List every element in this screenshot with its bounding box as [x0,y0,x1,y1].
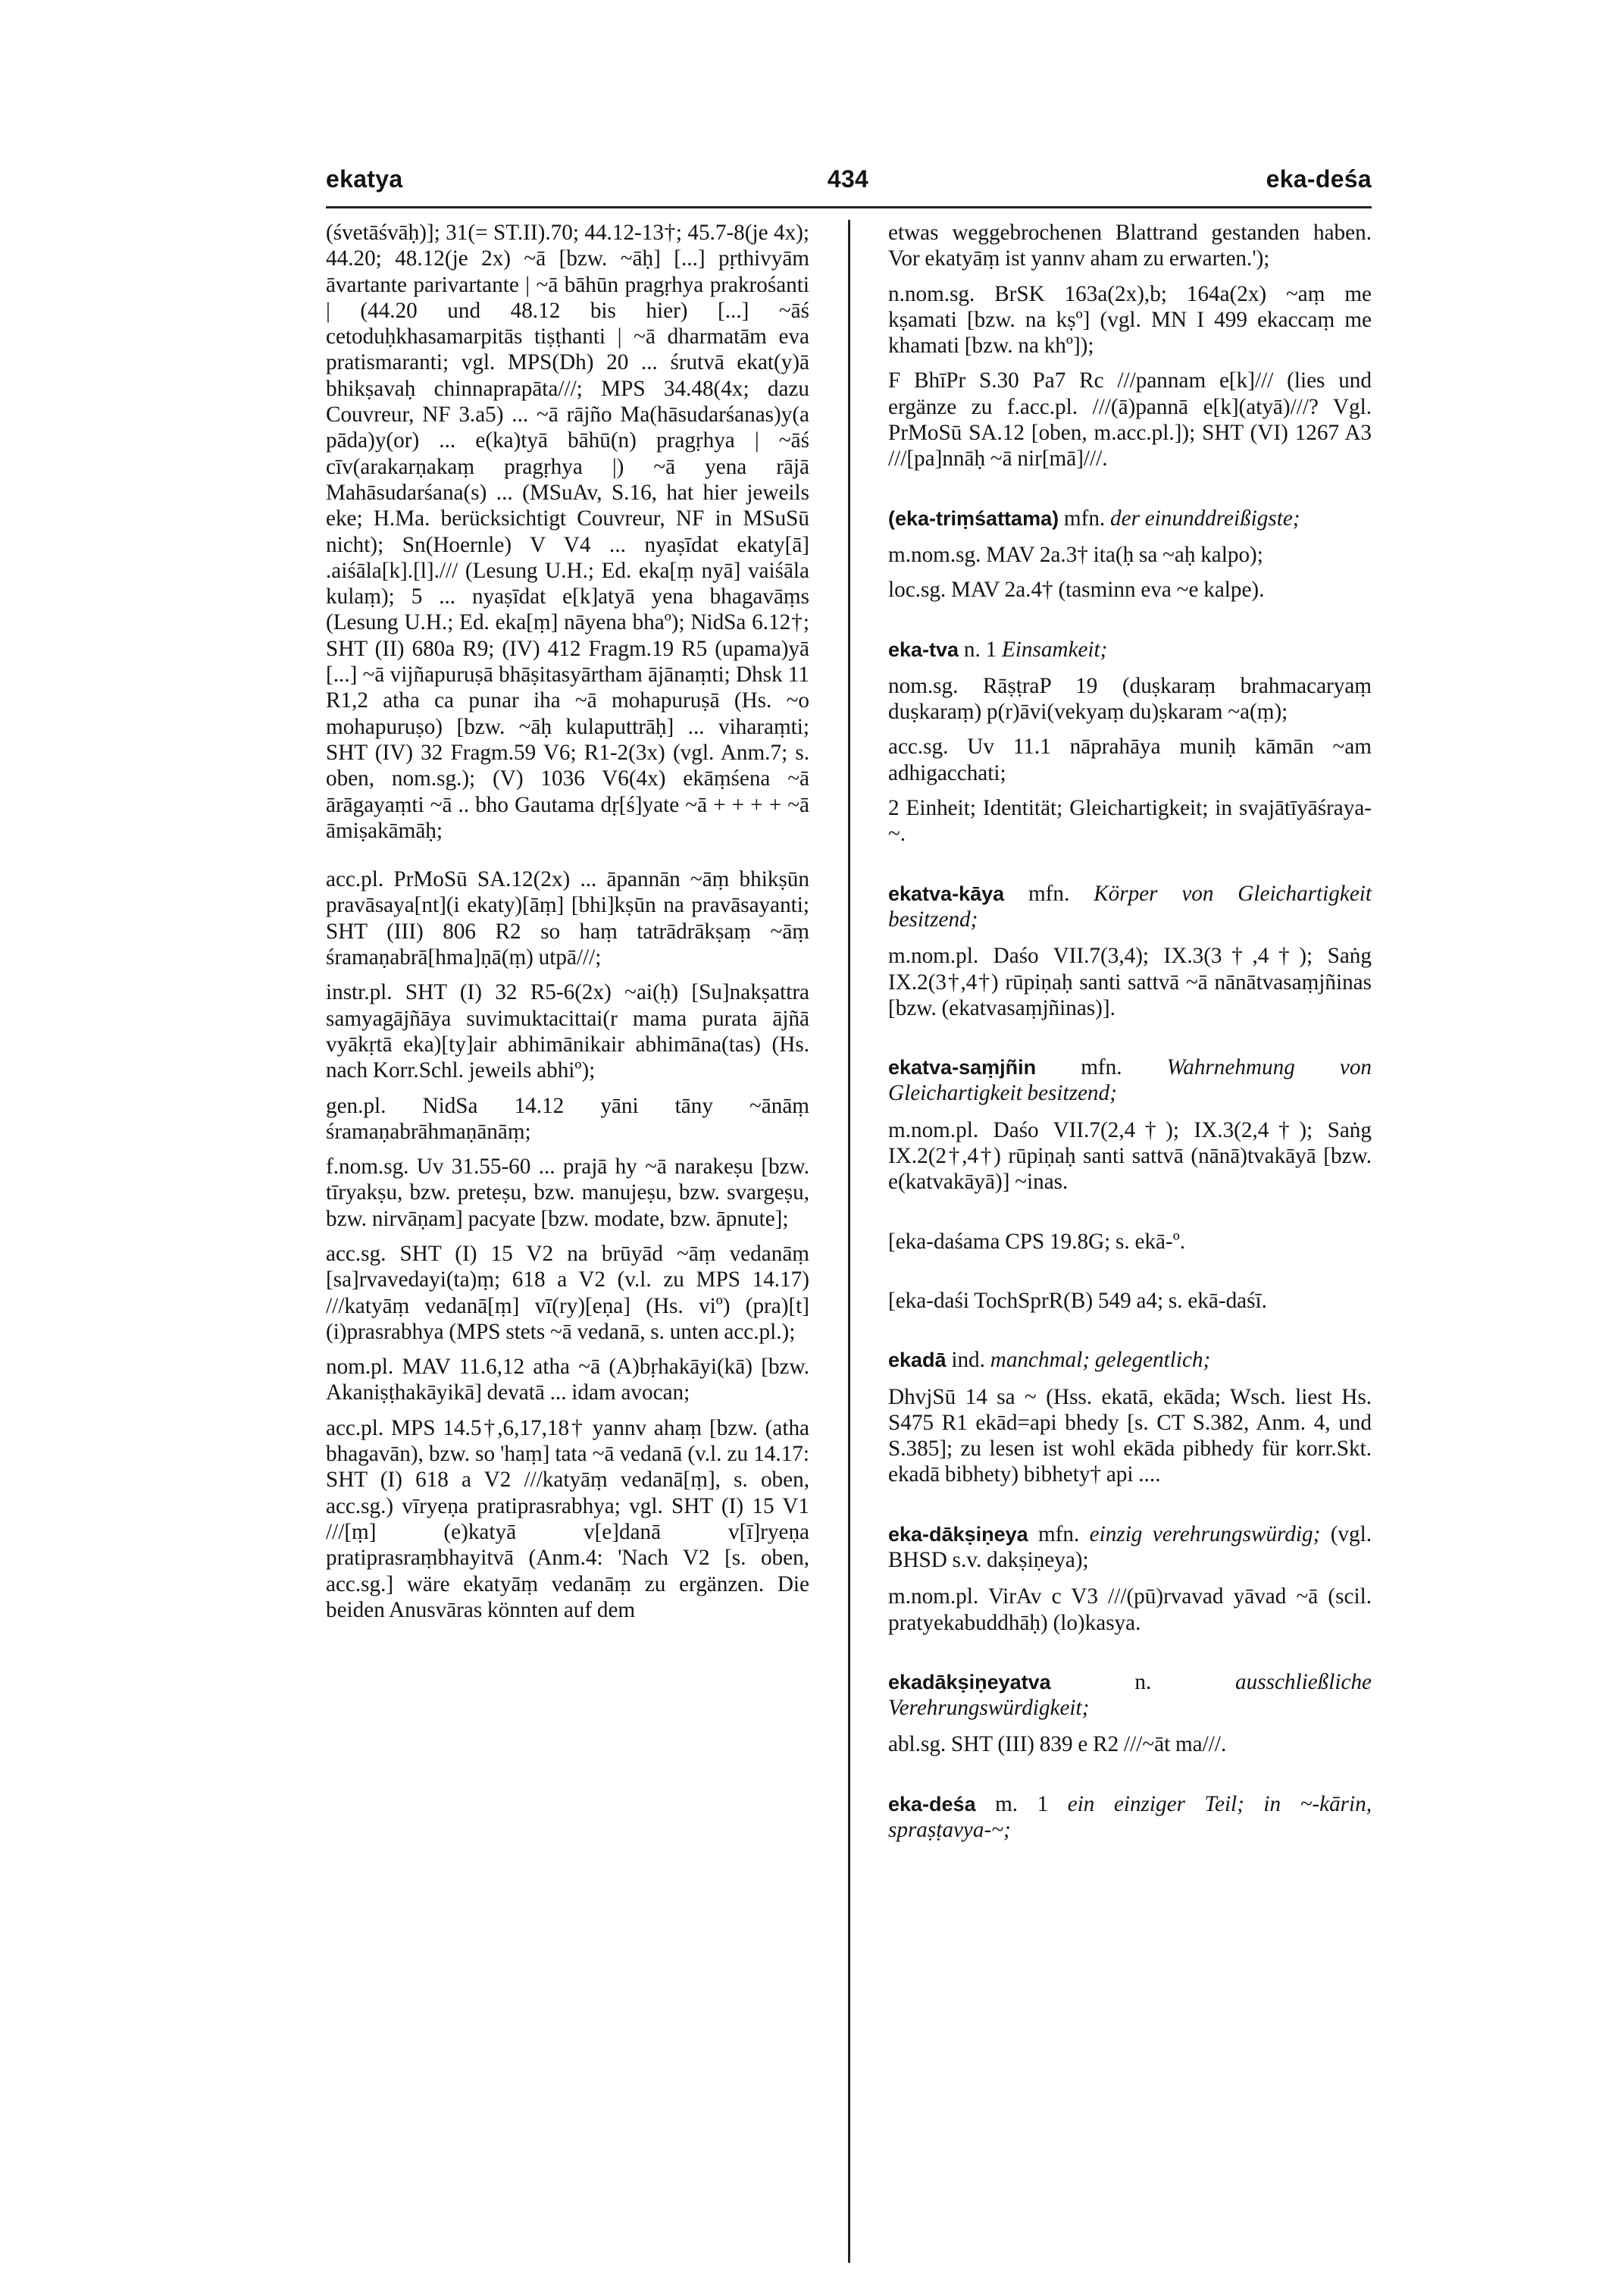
running-head-left: ekatya [326,165,403,193]
left-para-6: acc.sg. SHT (I) 15 V2 na brūyād ~āṃ vedanāṃ [sa]rvavedayi(ta)ṃ; 618 a V2 (v.l. zu MPS 14.17) ///katyāṃ vedanā[ṃ] vī(ry)[eṇa] (Hs. viº) (pra)[t](i)prasrabhya (MPS stets ~ā vedanā, s. unten acc.pl.); [326,1241,809,1344]
entry-headword: ekadā [888,1349,947,1372]
header-rule [326,206,1372,208]
left-para-7: nom.pl. MAV 11.6,12 atha ~ā (A)bṛhakāyi(kā) [bzw. Akaniṣṭhakāyikā] devatā ... idam avocan; [326,1355,809,1405]
entry-definition: manchmal; gelegentlich; [990,1348,1211,1373]
entry-headword: eka-tva [888,638,959,661]
entry-definition: der einunddreißigste; [1110,506,1300,531]
entry-definition: Einsamkeit; [1001,637,1108,662]
entry-headword: eka-dākṣiṇeya [888,1522,1028,1546]
entry-definition: ein einziger Teil; in ~-kārin, spraṣṭavya-~; [888,1791,1372,1843]
entry-ekatva-samjnin [888,1054,1372,1107]
right-para-1: etwas weggebrochenen Blattrand gestanden haben. Vor ekatyāṃ ist yannv aham zu erwarten.'); [888,221,1372,271]
entry-grammar: mfn. [1063,506,1106,531]
entry-citation: nom.sg. RāṣṭraP 19 (duṣkaraṃ brahmacaryaṃ duṣkaraṃ) p(r)āvi(vekyaṃ du)ṣkaram ~a(ṃ); [888,673,1372,725]
entry-citation: m.nom.pl. Daśo VII.7(2,4†); IX.3(2,4†); Saṅg IX.2(2†,4†) rūpiṇaḥ santi sattvā (nānā)tvakāyā [bzw. e(katvakāyā)] ~inas. [888,1117,1372,1195]
entry-ekada [888,1347,1372,1373]
left-para-5: f.nom.sg. Uv 31.55-60 ... prajā hy ~ā narakeṣu [bzw. tīryakṣu, bzw. preteṣu, bzw. manujeṣu, bzw. svargeṣu, bzw. nirvāṇam] pacyate [bzw. modate, bzw. āpnute]; [326,1155,809,1231]
entry-grammar: mfn. [1081,1055,1122,1080]
left-para-8: acc.pl. MPS 14.5†,6,17,18† yannv ahaṃ [bzw. (atha bhagavān), bzw. so 'haṃ] tata ~ā vedanā (v.l. zu 14.17: SHT (I) 618 a V2 ///katyāṃ vedanā[ṃ], s. oben, acc.sg.) vīryeṇa pratiprasrabhya; vgl. SHT (I) 15 V1 ///[ṃ] (e)katyā v[e]danā v[ī]ryeṇa pratiprasraṃbhayitvā (Anm.4: 'Nach V2 [s. oben, acc.sg.] wäre ekatyāṃ vedanāṃ zu ergänzen. Die beiden Anusvāras könnten auf dem [326,1415,809,1622]
left-para-1: (śvetāśvāḥ)]; 31(= ST.II).70; 44.12-13†; 45.7-8(je 4x); 44.20; 48.12(je 2x) ~ā [bzw. ~āḥ] [...] pṛthivyām āvartante parivartante | ~ā bāhūn pragṛhya prakrośanti | (44.20 und 48.12 bis hier) [...] ~āś cetoduḥkhasamarpitās tiṣṭhanti | ~ā dharmatām eva pratismaranti; vgl. MPS(Dh) 20 ... śrutvā ekat(y)ā bhikṣavaḥ chinnaprapāta///; MPS 34.48(4x; dazu Couvreur, NF 3.a5) ... ~ā rājño Ma(hāsudarśanas)y(a pāda)y(or) ... e(ka)tyā bāhū(n) pragṛhya | ~āś cīv(arakarṇakaṃ pragṛhya |) ~ā yena rājā Mahāsudarśana(s) ... (MSuAv, S.16, hat hier jeweils eke; H.Ma. berücksichtigt Couvreur, NF in MSuSū nicht); Sn(Hoernle) V V4 ... nyaṣīdat ekaty[ā] .aiśāla[k].[l]./// (Lesung U.H.; Ed. eka[ṃ nyā] vaiśāla kulaṃ); 5 ... nyaṣīdat e[k]atyā yena bhagavāṃs (Lesung U.H.; Ed. eka[ṃ] nāyena bhaº); NidSa 6.12†; SHT (II) 680a R9; (IV) 412 Fragm.19 R5 (upama)yā [...] ~ā vijñapuruṣā bhāṣitasyārtham ājānaṃti; Dhsk 11 R1,2 atha ca punar iha ~ā mohapuruṣā (Hs. ~o mohapuruṣo) [bzw. ~āḥ kulaputtrāḥ] ... viharaṃti; SHT (IV) 32 Fragm.59 V6; R1-2(3x) (vgl. Anm.7; s. oben, nom.sg.); (V) 1036 V6(4x) ekāṃśena ~ā ārāgayaṃti ~ā .. bho Gautama dṛ[ś]yate ~ā + + + + ~ā āmiṣakāmāḥ; [326,221,809,843]
entry-sense: 2 Einheit; Identität; Gleichartigkeit; in svajātīyāśraya-~. [888,796,1372,847]
running-head-right: eka-deśa [1266,165,1372,193]
entry-citation: m.nom.pl. VirAv c V3 ///(pū)rvavad yāvad ~ā (scil. pratyekabuddhāḥ) (lo)kasya. [888,1584,1372,1635]
right-column [888,220,1372,1853]
left-para-2: acc.pl. PrMoSū SA.12(2x) ... āpannān ~āṃ bhikṣūn pravāsaya[nt](i ekaty)[āṃ] [bhi]kṣūn na pravāsayanti; SHT (III) 806 R2 so haṃ tatrādrākṣaṃ ~āṃ śramaṇabrā[hma]ṇā(ṃ) utpā///; [326,867,809,970]
entry-ekatva-kaya [888,881,1372,933]
entry-grammar: m. 1 [995,1791,1049,1816]
column-divider [848,220,850,2263]
left-para-4: gen.pl. NidSa 14.12 yāni tāny ~ānāṃ śramaṇabrāhmaṇānāṃ; [326,1093,809,1144]
left-para-3: instr.pl. SHT (I) 32 R5-6(2x) ~ai(ḥ) [Su]nakṣattra samyagājñāya suvimuktacittai(r mama purata ājñā vyākṛtā eka)[ty]air abhimānikair abhimāna(tas) (Hs. nach Korr.Schl. jeweils abhiº); [326,980,809,1083]
entry-eka-tva [888,637,1372,663]
entry-grammar: mfn. [1037,1521,1080,1546]
page-number: 434 [827,165,869,193]
entry-headword: (eka-triṃśattama) [888,506,1059,530]
entry-eka-dasi: [eka-daśi TochSprR(B) 549 a4; s. ekā-daśī. [888,1288,1267,1313]
entry-citation: loc.sg. MAV 2a.4† (tasminn eva ~e kalpe). [888,578,1265,603]
entry-grammar: n. [1134,1669,1152,1694]
entry-grammar: n. 1 [963,637,997,662]
right-para-3: F BhīPr S.30 Pa7 Rc ///pannam e[k]/// (lies und ergänze zu f.acc.pl. ///(ā)pannā e[k](atyā)///? Vgl. PrMoSū SA.12 [oben, m.acc.pl.]); SHT (VI) 1267 A3 ///[pa]nnāḥ ~ā nir[mā]///. [888,368,1372,472]
entry-definition: Körper von Gleichartigkeit besitzend; [888,881,1372,932]
left-column [326,220,809,1632]
entry-definition: einzig verehrungswürdig; [1089,1521,1321,1546]
right-para-2: n.nom.sg. BrSK 163a(2x),b; 164a(2x) ~aṃ me kṣamati [bzw. na kṣº] (vgl. MN I 499 ekaccaṃ me khamati [bzw. na khº]); [888,281,1372,359]
entry-definition: Wahrnehmung von Gleichartigkeit besitzend; [888,1055,1372,1106]
entry-ekadaksineyatva [888,1669,1372,1722]
entry-headword: eka-deśa [888,1792,976,1816]
entry-headword: ekatva-saṃjñin [888,1056,1037,1079]
entry-eka-daksineya [888,1521,1372,1574]
entry-citation: m.nom.sg. MAV 2a.3† ita(ḥ sa ~aḥ kalpo); [888,542,1263,567]
entry-citation: acc.sg. Uv 11.1 nāprahāya muniḥ kāmān ~am adhigacchati; [888,735,1372,785]
entry-grammar: mfn. [1028,881,1070,906]
entry-reference: (vgl. BHSD s.v. dakṣiṇeya); [888,1521,1372,1572]
entry-headword: ekatva-kāya [888,882,1005,905]
entry-eka-desa [888,1791,1372,1844]
entry-citation: abl.sg. SHT (III) 839 e R2 ///~āt ma///. [888,1732,1227,1757]
entry-definition: ausschließliche Verehrungswürdigkeit; [888,1669,1372,1721]
entry-grammar: ind. [951,1348,985,1373]
entry-headword: ekadākṣiṇeyatva [888,1670,1051,1693]
entry-eka-dasama: [eka-daśama CPS 19.8G; s. ekā-º. [888,1229,1186,1254]
entry-citation: DhvjSū 14 sa ~ (Hss. ekatā, ekāda; Wsch. liest Hs. S475 R1 ekād=api bhedy [s. CT S.382, Anm. 4, und S.385]; zu lesen ist wohl ekāda pibhedy für korr.Skt. ekadā bibhety) bibhety† api .... [888,1384,1372,1487]
entry-eka-trimsattama [888,506,1372,531]
entry-citation: m.nom.pl. Daśo VII.7(3,4); IX.3(3†,4†); Saṅg IX.2(3†,4†) rūpiṇaḥ santi sattvā ~ā nānātvasaṃjñinas [bzw. (ekatvasaṃjñinas)]. [888,944,1372,1020]
